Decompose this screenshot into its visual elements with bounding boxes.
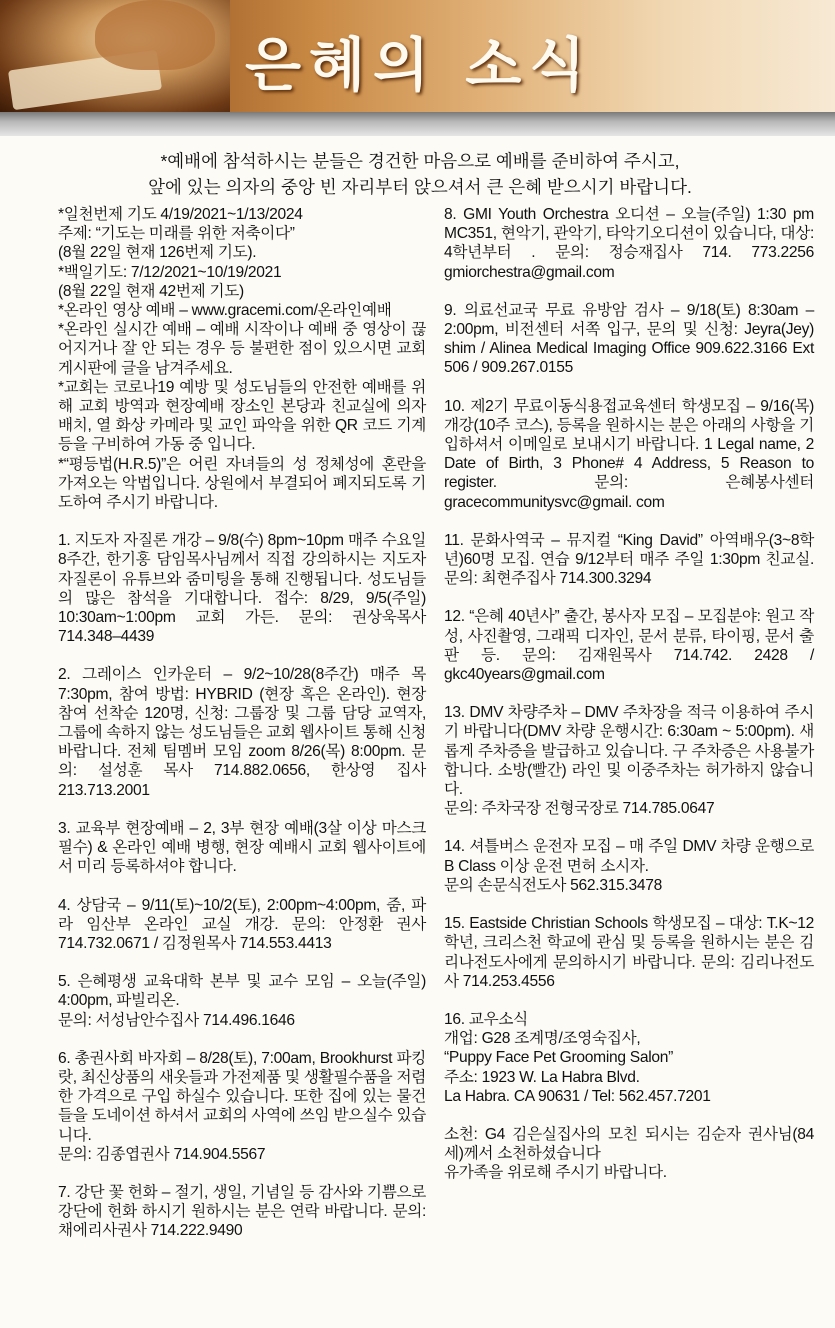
hands-shape [95, 0, 215, 70]
page-title: 은혜의 소식 [245, 31, 594, 99]
condolence-notice: 소천: G4 김은실집사의 모친 되시는 김순자 권사님(84세)께서 소천하셨습니다 유가족을 위로해 주시기 바랍니다. [444, 1125, 814, 1182]
notice-item-5: 5. 은혜평생 교육대학 본부 및 교수 모임 – 오늘(주일) 4:00pm, 파빌리온. 문의: 서성남안수집사 714.496.1646 [58, 973, 426, 1029]
right-column [444, 205, 814, 1202]
notice-item-1: 1. 지도자 자질론 개강 – 9/8(수) 8pm~10pm 매주 수요일 8주간, 한기홍 담임목사님께서 직접 강의하시는 지도자 자질론이 유튜브와 줌미팅을 통해 진행됩니다. 성도님들의 많은 참석을 기대합니다. 접수: 8/29, 9/5(주일) 10:30am~1:00pm 교회 가든. 문의: 권상욱목사 714.348–4439 [58, 532, 426, 646]
notice-item-3: 3. 교육부 현장예배 – 2, 3부 현장 예배(3살 이상 마스크 필수) & 온라인 예배 병행, 현장 예배시 교회 웹사이트에서 미리 등록하셔야 합니다. [58, 819, 426, 876]
notice-item-12: 12. “은혜 40년사” 출간, 봉사자 모집 – 모집분야: 원고 작성, 사진촬영, 그래픽 디자인, 문서 분류, 타이핑, 문서 출판 등. 문의: 김재원목사 714.742. 2428 / gkc40years@gmail.com [444, 608, 814, 684]
notice-item-10: 10. 제2기 무료이동식용접교육센터 학생모집 – 9/16(목)개강(10주 코스), 등록을 원하시는 분은 아래의 사항을 기입하셔서 이메일로 보내시기 바랍니다. 1 Legal name, 2 Date of Birth, 3 Phone# 4 Address, 5 Reason to register. 문의: 은혜봉사센터 gracecommunitysvc@gmail. com [444, 397, 814, 511]
left-column [58, 205, 426, 1260]
header-divider [0, 112, 835, 136]
notice-item-2: 2. 그레이스 인카운터 – 9/2~10/28(8주간) 매주 목 7:30pm, 참여 방법: HYBRID (현장 혹은 온라인). 현장 참여 선착순 120명, 신청: 그룹장 및 그룹 담당 교역자, 그룹에 속하지 않는 성도님들은 교회 웹사이트 통해 신청 바랍니다. 전체 팀멤버 모임 zoom 8/26(목) 8:00pm. 문의: 설성훈 목사 714.882.0656, 한상영 집사 213.713.2001 [58, 666, 426, 799]
praying-hands-bible-image [0, 0, 230, 112]
notice-item-15: 15. Eastside Christian Schools 학생모집 – 대상: T.K~12학년, 크리스천 학교에 관심 및 등록을 원하시는 분은 김리나전도사에게 문의하시기 바랍니다. 문의: 김리나전도사 714.253.4556 [444, 915, 814, 990]
notice-item-4: 4. 상담국 – 9/11(토)~10/2(토), 2:00pm~4:00pm, 줌, 파라 임산부 온라인 교실 개강. 문의: 안정환 권사 714.732.0671 / 김정원목사 714.553.4413 [58, 896, 426, 952]
notice-item-8: 8. GMI Youth Orchestra 오디션 – 오늘(주일) 1:30 pm MC351, 현악기, 관악기, 타악기오디션이 있습니다, 대상: 4학년부터 . 문의: 정승재집사 714. 773.2256 gmiorchestra@gmail.com [444, 206, 814, 281]
notice-item-16: 16. 교우소식 개업: G28 조계명/조영숙집사, “Puppy Face Pet Grooming Salon” 주소: 1923 W. La Habra Blvd. La Habra. CA 90631 / Tel: 562.457.7201 [444, 1010, 711, 1105]
notice-item-9: 9. 의료선교국 무료 유방암 검사 – 9/18(토) 8:30am –2:00pm, 비전센터 서쪽 입구, 문의 및 신청: Jeyra(Jey) shim / Alinea Medical Imaging Office 909.622.3166 Ext 506 / 909.267.0155 [444, 301, 814, 377]
notice-item-14: 14. 셔틀버스 운전자 모집 – 매 주일 DMV 차량 운행으로 B Class 이상 운전 면허 소시자. 문의 손문식전도사 562.315.3478 [444, 838, 814, 894]
notice-item-13: 13. DMV 차량주차 – DMV 주차장을 적극 이용하여 주시기 바랍니다(DMV 차량 운행시간: 6:30am ~ 5:00pm). 새롭게 주차증을 발급하고 있습니다. 구 주차증은 사용불가합니다. 소방(빨간) 라인 및 이중주차는 허가하지 않습니다. 문의: 주차국장 전형국장로 714.785.0647 [444, 704, 814, 818]
header-banner [0, 0, 835, 112]
intro-text: *예배에 참석하시는 분들은 경건한 마음으로 예배를 준비하여 주시고, 앞에 있는 의자의 중앙 빈 자리부터 앉으셔서 큰 은혜 받으시기 바랍니다. [148, 151, 692, 197]
general-notices: *일천번제 기도 4/19/2021~1/13/2024 주제: “기도는 미래를 위한 저축이다” (8월 22일 현재 126번제 기도). *백일기도: 7/12/2021~10/19/2021 (8월 22일 현재 42번제 기도) *온라인 영상 예배 – www.gracemi.com/온라인예배 *온라인 실시간 예배 – 예배 시작이나 예배 중 영상이 끊어지거나 잘 안 되는 경우 등 불편한 점이 있으시면 교회 게시판에 글을 남겨주세요. *교회는 코로나19 예방 및 성도님들의 안전한 예배를 위해 교회 방역과 현장예배 장소인 본당과 친교실에 의자 배치, 열 화상 카메라 및 교인 파악을 위한 QR 코드 기계 등을 구비하여 가동 중 입니다. *“평등법(H.R.5)”은 어린 자녀들의 성 정체성에 혼란을 가져오는 악법입니다. 상원에서 부결되어 폐지되도록 기도하여 주시기 바랍니다. [58, 206, 426, 512]
notice-item-6: 6. 총권사회 바자회 – 8/28(토), 7:00am, Brookhurst 파킹랏, 최신상품의 새옷들과 가전제품 및 생활필수품을 저렴한 가격으로 구입 하실수 있습니다. 또한 집에 있는 물건들을 도네이션 하셔서 교회의 사역에 쓰임 받으실수 있습니다. 문의: 김종엽권사 714.904.5567 [58, 1049, 426, 1163]
notice-item-7: 7. 강단 꽃 헌화 – 절기, 생일, 기념일 등 감사와 기쁨으로 강단에 헌화 하시기 원하시는 분은 연락 바랍니다. 문의: 채에리사권사 714.222.9490 [58, 1183, 426, 1240]
notice-item-11: 11. 문화사역국 – 뮤지컬 “King David” 아역배우(3~8학년)60명 모집. 연습 9/12부터 매주 주일 1:30pm 친교실. 문의: 최현주집사 714.300.3294 [444, 531, 814, 588]
